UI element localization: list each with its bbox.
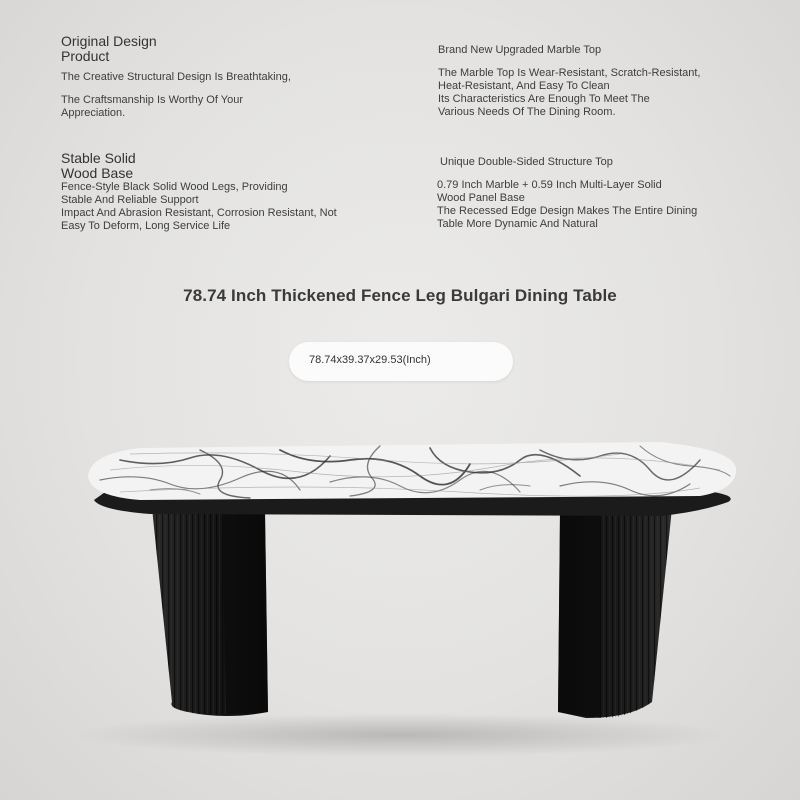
feature-subtitle: Product: [61, 48, 110, 64]
product-title: 78.74 Inch Thickened Fence Leg Bulgari Dining Table: [183, 286, 617, 305]
feature-line: Table More Dynamic And Natural: [437, 218, 598, 230]
marble-tabletop: [88, 442, 736, 500]
feature-title: Original Design: [61, 33, 157, 49]
feature-line: Fence-Style Black Solid Wood Legs, Providing: [61, 181, 288, 193]
feature-title: Stable Solid: [61, 150, 136, 166]
feature-line: Stable And Reliable Support: [61, 194, 199, 206]
feature-line: The Recessed Edge Design Makes The Entire Dining: [437, 205, 698, 217]
floor-shadow: [70, 713, 730, 757]
feature-title: Unique Double-Sided Structure Top: [440, 156, 613, 168]
feature-line: Appreciation.: [61, 107, 126, 119]
feature-line: The Craftsmanship Is Worthy Of Your: [61, 94, 243, 106]
feature-solid-wood-base: [61, 151, 391, 233]
feature-line: Its Characteristics Are Enough To Meet The: [438, 93, 650, 105]
left-leg: [152, 508, 268, 716]
dimensions-text: 78.74x39.37x29.53(Inch): [309, 354, 431, 366]
feature-title: Brand New Upgraded Marble Top: [438, 44, 602, 56]
feature-line: Wood Panel Base: [437, 192, 525, 204]
feature-line: The Creative Structural Design Is Breathtaking,: [61, 71, 291, 83]
feature-line: Heat-Resistant, And Easy To Clean: [438, 80, 610, 92]
dimensions-badge: [289, 342, 513, 381]
feature-line: Various Needs Of The Dining Room.: [438, 106, 616, 118]
feature-subtitle: Wood Base: [61, 165, 134, 181]
feature-line: Easy To Deform, Long Service Life: [61, 220, 231, 232]
feature-original-design: [61, 34, 361, 120]
feature-line: [61, 84, 361, 94]
dining-table-image: [0, 420, 800, 800]
feature-line: Impact And Abrasion Resistant, Corrosion Resistant, Not: [61, 207, 337, 219]
feature-line: 0.79 Inch Marble + 0.59 Inch Multi-Layer Solid: [437, 179, 662, 191]
feature-double-sided-structure: [437, 156, 757, 231]
right-leg: [558, 508, 672, 718]
feature-line: The Marble Top Is Wear-Resistant, Scratch-Resistant,: [438, 67, 701, 79]
feature-marble-top: [438, 44, 758, 119]
